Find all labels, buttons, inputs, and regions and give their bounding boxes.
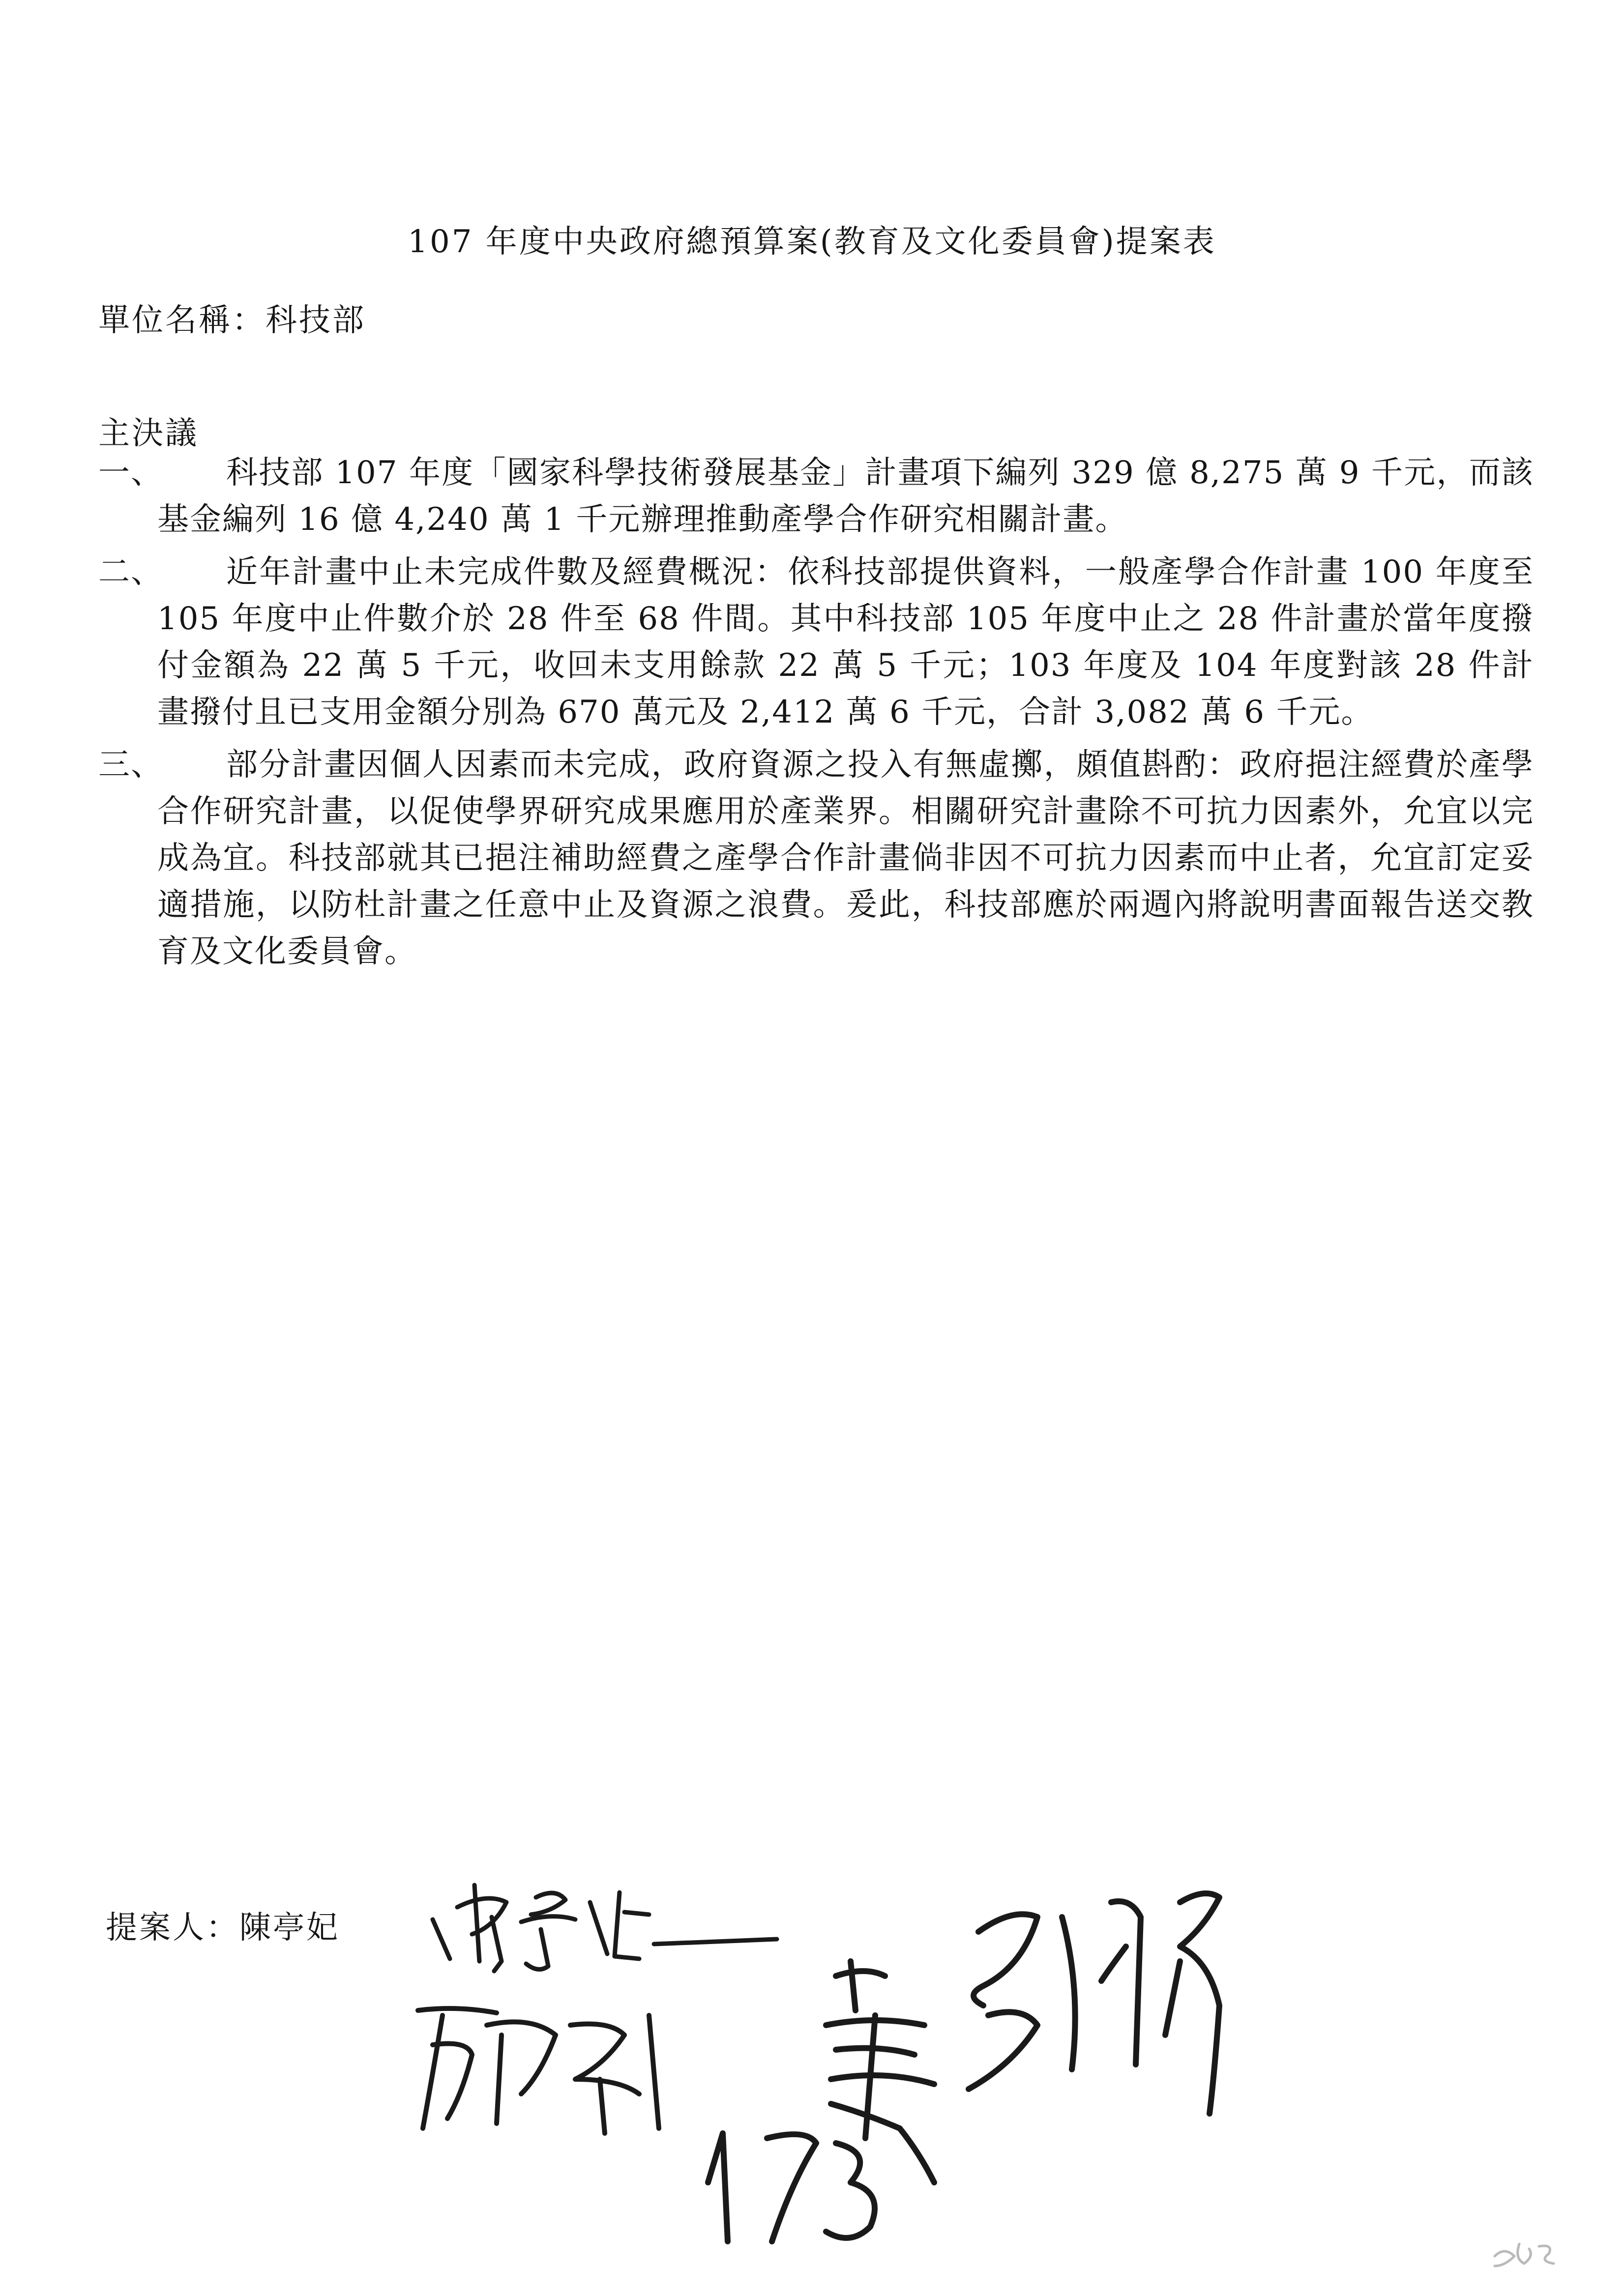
document-title: 107 年度中央政府總預算案(教育及文化委員會)提案表 [408, 224, 1216, 260]
faint-page-mark [1495, 2244, 1554, 2266]
item-text: 科技部 107 年度「國家科學技術發展基金」計畫項下編列 329 億 8,275 萬 9 千元，而該基金編列 16 億 4,240 萬 1 千元辦理推動產學合作研究相關計畫。 [157, 455, 1534, 538]
signature-2 [418, 2008, 659, 2133]
item-number: 二、 [98, 554, 163, 590]
item-text: 部分計畫因個人因素而未完成，政府資源之投入有無虛擲，頗值斟酌：政府挹注經費於產學合作研究計畫，以促使學界研究成果應用於產業界。相關研究計畫除不可抗力因素外，允宜以完成為宜。科技部就其已挹注補助經費之產學合作計畫倘非因不可抗力因素而中止者，允宜訂定妥適措施，以防杜計畫之任意中止及資源之浪費。爰此，科技部應於兩週內將說明書面報告送交教育及文化委員會。 [157, 747, 1534, 970]
proposer-label: 提案人：陳亭妃 [106, 1910, 340, 1946]
signature-proposer [433, 1885, 777, 1971]
unit-name: 單位名稱：科技部 [98, 302, 366, 339]
signature-3 [708, 1893, 1219, 2241]
item-text: 近年計畫中止未完成件數及經費概況：依科技部提供資料，一般產學合作計畫 100 年度至 105 年度中止件數介於 28 件至 68 件間。其中科技部 105 年度中止之 28 件計畫於當年度撥付金額為 22 萬 5 千元，收回未支用餘款 22 萬 5 千元；103 年度及 104 年度對該 28 件計畫撥付且已支用金額分別為 670 萬元及 2,412 萬 6 千元，合計 3,082 萬 6 千元。 [157, 554, 1534, 730]
item-number: 三、 [98, 747, 163, 783]
resolution-heading: 主決議 [98, 415, 199, 452]
item-number: 一、 [98, 455, 163, 491]
